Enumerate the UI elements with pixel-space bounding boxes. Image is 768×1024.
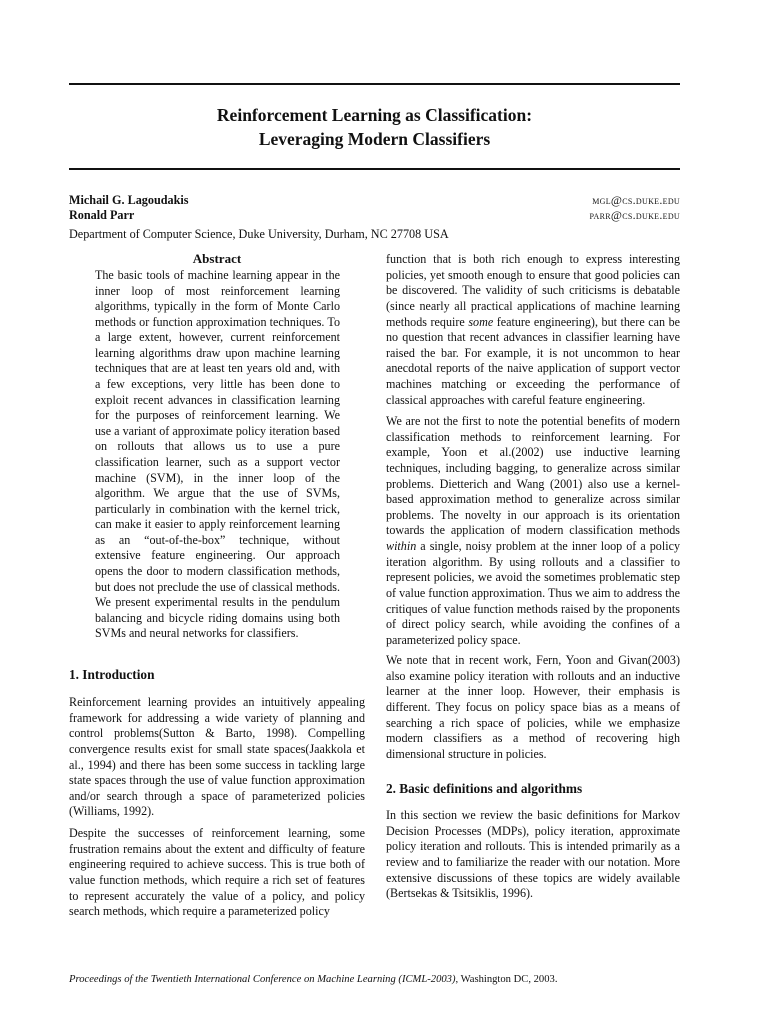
bottom-rule [69, 168, 680, 170]
intro-p3-emphasis: within [386, 539, 417, 553]
author-email-1: mgl@cs.duke.edu [592, 193, 680, 207]
intro-paragraph-2: Despite the successes of reinforcement learning, some frustration remains about the extent and difficulty of feature engineering required to achieve success. This is true both of value function methods, which require a rich set of features to represent accurately the value of a policy, and policy search methods, which require a parameterized policy [69, 826, 365, 919]
intro-p2-cont-text-b: feature engineering), but there can be no question that recent advances in classifier learning have raised the bar. For example, it is not uncommon to hear anecdotal reports of the naive application of support vector machines matching or exceeding the performance of classical approaches with careful feature engineering. [386, 314, 680, 407]
intro-paragraph-3 [386, 414, 680, 648]
author-email-2: parr@cs.duke.edu [589, 208, 680, 222]
intro-paragraph-2-continued [386, 252, 680, 408]
intro-paragraph-1: Reinforcement learning provides an intuitively appealing framework for addressing a wide variety of planning and control problems(Sutton & Barto, 1998). Compelling convergence results exist for small state spaces(Jaakkola et al., 1994) and there has been some success in tackling large state spaces through the use of value function approximation and/or search through a space of parameterized policies (Williams, 1992). [69, 695, 365, 819]
author-name-1: Michail G. Lagoudakis [69, 193, 189, 207]
title-line-2: Leveraging Modern Classifiers [258, 129, 491, 149]
intro-p2-cont-text-a: function that is both rich enough to express interesting policies, yet smooth enough to ensure that good policies can be discovered. The validity of such criticisms is debatable (since nearly all practical applications of machine learning methods require [386, 252, 680, 329]
top-rule [69, 83, 680, 85]
section-heading-introduction: 1. Introduction [69, 667, 155, 682]
footer-location: , Washington DC, 2003. [455, 974, 558, 985]
intro-p3-text-b: a single, noisy problem at the inner loop of a policy iteration algorithm. By using rollouts and a classifier to represent policies, we avoid the sometimes problematic step of value function approximation. Thus we aim to address the critiques of value function methods raised by the proponents of direct policy search, while avoiding the confines of a parameterized policy space. [386, 539, 680, 647]
title-line-1: Reinforcement Learning as Classification: [216, 105, 533, 125]
section-heading-basic-definitions: 2. Basic definitions and algorithms [386, 781, 583, 796]
footer-venue: Proceedings of the Twentieth International Conference on Machine Learning (ICML-2003) [69, 974, 456, 985]
affiliation: Department of Computer Science, Duke University, Durham, NC 27708 USA [69, 227, 449, 241]
intro-paragraph-4: We note that in recent work, Fern, Yoon and Givan(2003) also examine policy iteration with rollouts and an inductive learner at the inner loop. However, their emphasis is different. They focus on policy space bias as a means of searching a rich space of policies, while we emphasize modern classifiers as a method of recovering high dimensional structure in policies. [386, 653, 680, 761]
intro-p2-emphasis: some [468, 314, 494, 329]
footer-citation [69, 973, 557, 986]
basic-paragraph-1: In this section we review the basic definitions for Markov Decision Processes (MDPs), policy iteration, approximate policy iteration and rollouts. This is intended primarily as a review and to familiarize the reader with our notation. More extensive discussions of these topics are widely available (Bertsekas & Tsitsiklis, 1996). [386, 808, 680, 901]
intro-p3-text-a: We are not the first to note the potential benefits of modern classification methods to reinforcement learning. For example, Yoon et al.(2002) use inductive learning techniques, including bagging, to generalize across similar problems. Dietterich and Wang (2001) also use a kernel-based approximation method to generalize across similar problems. The novelty in our approach is its orientation towards the application of modern classification methods [386, 414, 680, 538]
paper-title [69, 103, 680, 151]
abstract-heading: Abstract [192, 251, 242, 266]
author-name-2: Ronald Parr [69, 208, 135, 222]
abstract-text: The basic tools of machine learning appear in the inner loop of most reinforcement learning algorithms, typically in the form of Monte Carlo methods or function approximation techniques. To a large extent, however, current reinforcement learning algorithms draw upon machine learning techniques that are at least ten years old and, with a few exceptions, very little has been done to exploit recent advances in classification learning for the purposes of reinforcement learning. We use a variant of approximate policy iteration based on rollouts that allows us to use a pure classification learner, such as a support vector machine (SVM), in the inner loop of the algorithm. We argue that the use of SVMs, particularly in combination with the kernel trick, can make it easier to apply reinforcement learning as an “out-of-the-box” technique, without extensive feature engineering. Our approach opens the door to modern classification methods, but does not preclude the use of classical methods. We present experimental results in the pendulum balancing and bicycle riding domains using both SVMs and neural networks for classifiers. [95, 268, 340, 641]
